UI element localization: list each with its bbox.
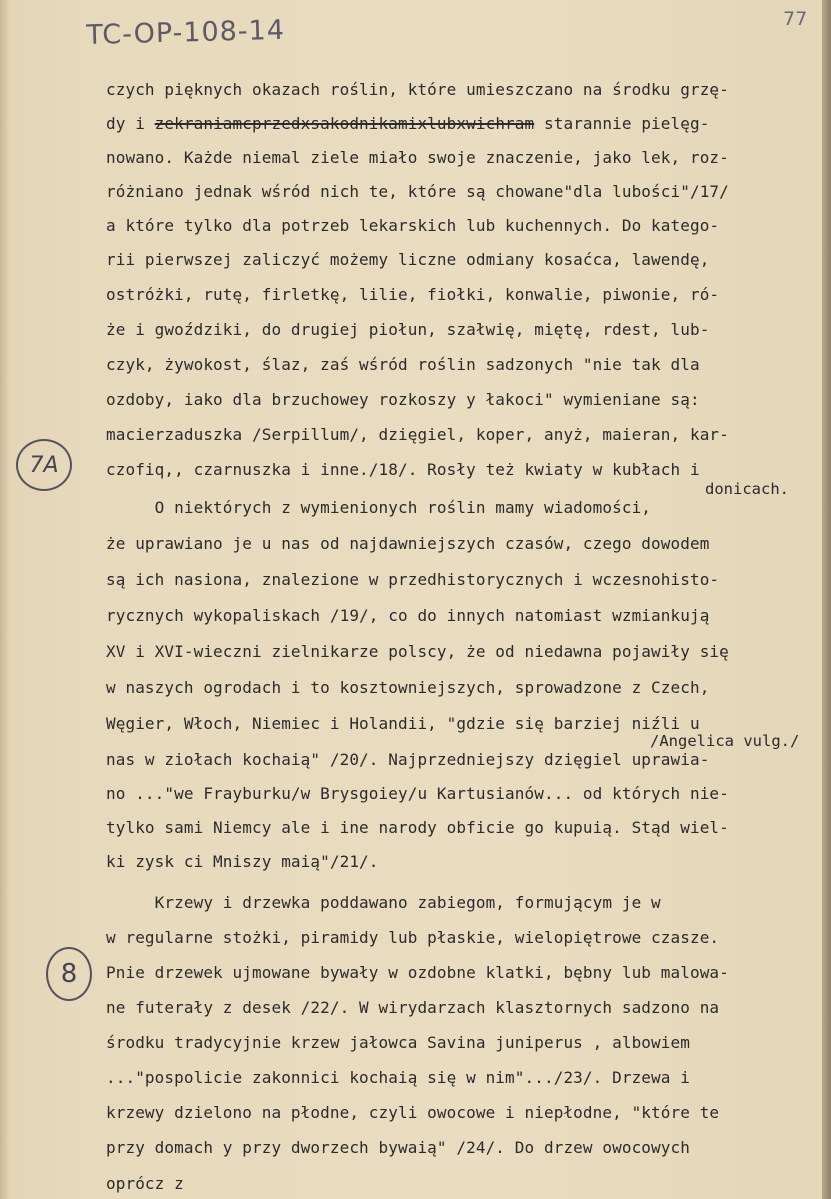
text-line: a które tylko dla potrzeb lekarskich lub kuchennych. Do katego- (106, 216, 720, 235)
text-line: Pnie drzewek ujmowane bywały w ozdobne klatki, bębny lub malowa- (106, 963, 729, 982)
text-line: środku tradycyjnie krzew jałowca Savina juniperus , albowiem (106, 1033, 690, 1052)
text-line: nowano. Każde niemal ziele miało swoje znaczenie, jako lek, roz- (106, 148, 729, 167)
text-line: ..."pospolicie zakonnici kochaią się w nim".../23/. Drzewa i (106, 1068, 690, 1087)
text-line: ki zysk ci Mniszy maią"/21/. (106, 852, 379, 871)
margin-mark-8-label: 8 (60, 959, 78, 989)
text-line: ostróżki, rutę, firletkę, lilie, fiołki, konwalie, piwonie, ró- (106, 285, 720, 304)
text-line: ozdoby, iako dla brzuchowey rozkoszy y łakoci" wymieniane są: (106, 390, 700, 409)
text-line: tylko sami Niemcy ale i ine narody obficie go kupuią. Stąd wiel- (106, 818, 729, 837)
text-line: Węgier, Włoch, Niemiec i Holandii, "gdzie się barziej niźli u (106, 714, 700, 733)
interlinear-insertion: /Angelica vulg./ (650, 732, 800, 750)
text-line: nas w ziołach kochaią" /20/. Najprzedniejszy dzięgiel uprawia- (106, 750, 710, 769)
text-line: XV i XVI-wieczni zielnikarze polscy, że od niedawna pojawiły się (106, 642, 729, 661)
text-line: rii pierwszej zaliczyć możemy liczne odmiany kosaćca, lawendę, (106, 250, 710, 269)
text-fragment: dy i (106, 114, 155, 133)
text-line: czofiq,, czarnuszka i inne./18/. Rosły też kwiaty w kubłach i (106, 460, 700, 479)
text-line: różniano jednak wśród nich te, które są chowane"dla lubości"/17/ (106, 182, 729, 201)
text-line: macierzaduszka /Serpillum/, dzięgiel, koper, anyż, maieran, kar- (106, 425, 729, 444)
text-line: czyk, żywokost, ślaz, zaś wśród roślin sadzonych "nie tak dla (106, 355, 700, 374)
text-line: przy domach y przy dworzech bywaią" /24/. Do drzew owocowych (106, 1138, 690, 1157)
text-fragment: starannie pielęg- (534, 114, 710, 133)
text-line: w naszych ogrodach i to kosztowniejszych, sprowadzone z Czech, (106, 678, 710, 697)
text-line: oprócz z (106, 1174, 184, 1193)
text-line: krzewy dzielono na płodne, czyli owocowe i niepłodne, "które te (106, 1103, 720, 1122)
text-line: O niektórych z wymienionych roślin mamy wiadomości, (106, 498, 652, 517)
margin-mark-7a-label: 7A (29, 452, 59, 478)
text-line: w regularne stożki, piramidy lub płaskie, wielopiętrowe czasze. (106, 928, 720, 947)
text-line: że uprawiano je u nas od najdawniejszych czasów, czego dowodem (106, 534, 710, 553)
text-line: czych pięknych okazach roślin, które umieszczano na środku grzę- (106, 80, 729, 99)
interlinear-insertion: donicach. (705, 480, 789, 498)
text-line: no ..."we Frayburku/w Brysgoiey/u Kartusianów... od których nie- (106, 784, 729, 803)
struck-out-text: zekraniamcprzedxsakodnikamixlubxwichram (154, 114, 535, 133)
text-line: ne futerały z desek /22/. W wirydarzach klasztornych sadzono na (106, 998, 720, 1017)
page-number: 77 (783, 8, 808, 30)
text-line: że i gwoździki, do drugiej piołun, szałwię, miętę, rdest, lub- (106, 320, 710, 339)
text-line: rycznych wykopaliskach /19/, co do innych natomiast wzmiankują (106, 606, 710, 625)
text-line-with-strikeout (106, 114, 820, 134)
text-line: Krzewy i drzewka poddawano zabiegom, formującym je w (106, 893, 661, 912)
archive-code-handwritten: TC-OP-108-14 (86, 14, 286, 51)
text-line: są ich nasiona, znalezione w przedhistorycznych i wczesnohisto- (106, 570, 720, 589)
